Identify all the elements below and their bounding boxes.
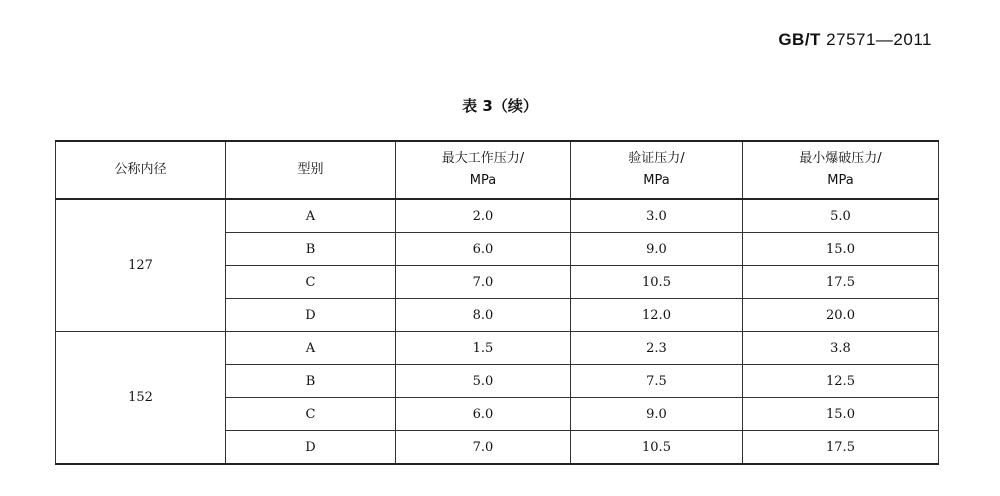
pressure-spec-table <box>55 140 939 465</box>
proof-pressure-cell: 9.0 <box>571 398 743 431</box>
type-cell: A <box>226 199 396 233</box>
max-working-pressure-cell: 6.0 <box>396 398 571 431</box>
column-header-proof-pressure <box>571 141 743 199</box>
proof-pressure-cell: 12.0 <box>571 299 743 332</box>
type-cell: B <box>226 233 396 266</box>
proof-pressure-cell: 10.5 <box>571 431 743 465</box>
standard-code: 27571—2011 <box>826 30 932 49</box>
proof-pressure-cell: 7.5 <box>571 365 743 398</box>
column-header-unit: MPa <box>469 173 497 188</box>
column-header-min-burst-pressure <box>743 141 939 199</box>
max-working-pressure-cell: 7.0 <box>396 266 571 299</box>
proof-pressure-cell: 9.0 <box>571 233 743 266</box>
table-row <box>56 332 939 365</box>
type-cell: C <box>226 266 396 299</box>
max-working-pressure-cell: 2.0 <box>396 199 571 233</box>
max-working-pressure-cell: 5.0 <box>396 365 571 398</box>
type-cell: D <box>226 299 396 332</box>
min-burst-pressure-cell: 20.0 <box>743 299 939 332</box>
max-working-pressure-cell: 1.5 <box>396 332 571 365</box>
nominal-diameter-cell: 127 <box>56 199 226 332</box>
min-burst-pressure-cell: 3.8 <box>743 332 939 365</box>
max-working-pressure-cell: 8.0 <box>396 299 571 332</box>
table-row <box>56 199 939 233</box>
min-burst-pressure-cell: 5.0 <box>743 199 939 233</box>
column-header-max-working-pressure <box>396 141 571 199</box>
column-header-label: 验证压力/ <box>628 151 685 166</box>
column-header-label: 型别 <box>297 162 324 177</box>
min-burst-pressure-cell: 12.5 <box>743 365 939 398</box>
table-header-row <box>56 141 939 199</box>
type-cell: C <box>226 398 396 431</box>
table-caption: 表 3（续） <box>462 97 538 115</box>
max-working-pressure-cell: 6.0 <box>396 233 571 266</box>
column-header-label: 最小爆破压力/ <box>799 151 882 166</box>
column-header-unit: MPa <box>643 173 670 188</box>
min-burst-pressure-cell: 17.5 <box>743 266 939 299</box>
max-working-pressure-cell: 7.0 <box>396 431 571 465</box>
min-burst-pressure-cell: 17.5 <box>743 431 939 465</box>
column-header-type <box>226 141 396 199</box>
column-header-label: 公称内径 <box>114 162 167 177</box>
column-header-label: 最大工作压力/ <box>441 151 525 166</box>
proof-pressure-cell: 2.3 <box>571 332 743 365</box>
type-cell: D <box>226 431 396 465</box>
column-header-nominal-diameter <box>56 141 226 199</box>
column-header-unit: MPa <box>827 173 854 188</box>
standard-number <box>778 30 932 50</box>
proof-pressure-cell: 3.0 <box>571 199 743 233</box>
standard-prefix: GB/T <box>778 30 821 49</box>
proof-pressure-cell: 10.5 <box>571 266 743 299</box>
min-burst-pressure-cell: 15.0 <box>743 233 939 266</box>
type-cell: A <box>226 332 396 365</box>
nominal-diameter-cell: 152 <box>56 332 226 465</box>
min-burst-pressure-cell: 15.0 <box>743 398 939 431</box>
type-cell: B <box>226 365 396 398</box>
